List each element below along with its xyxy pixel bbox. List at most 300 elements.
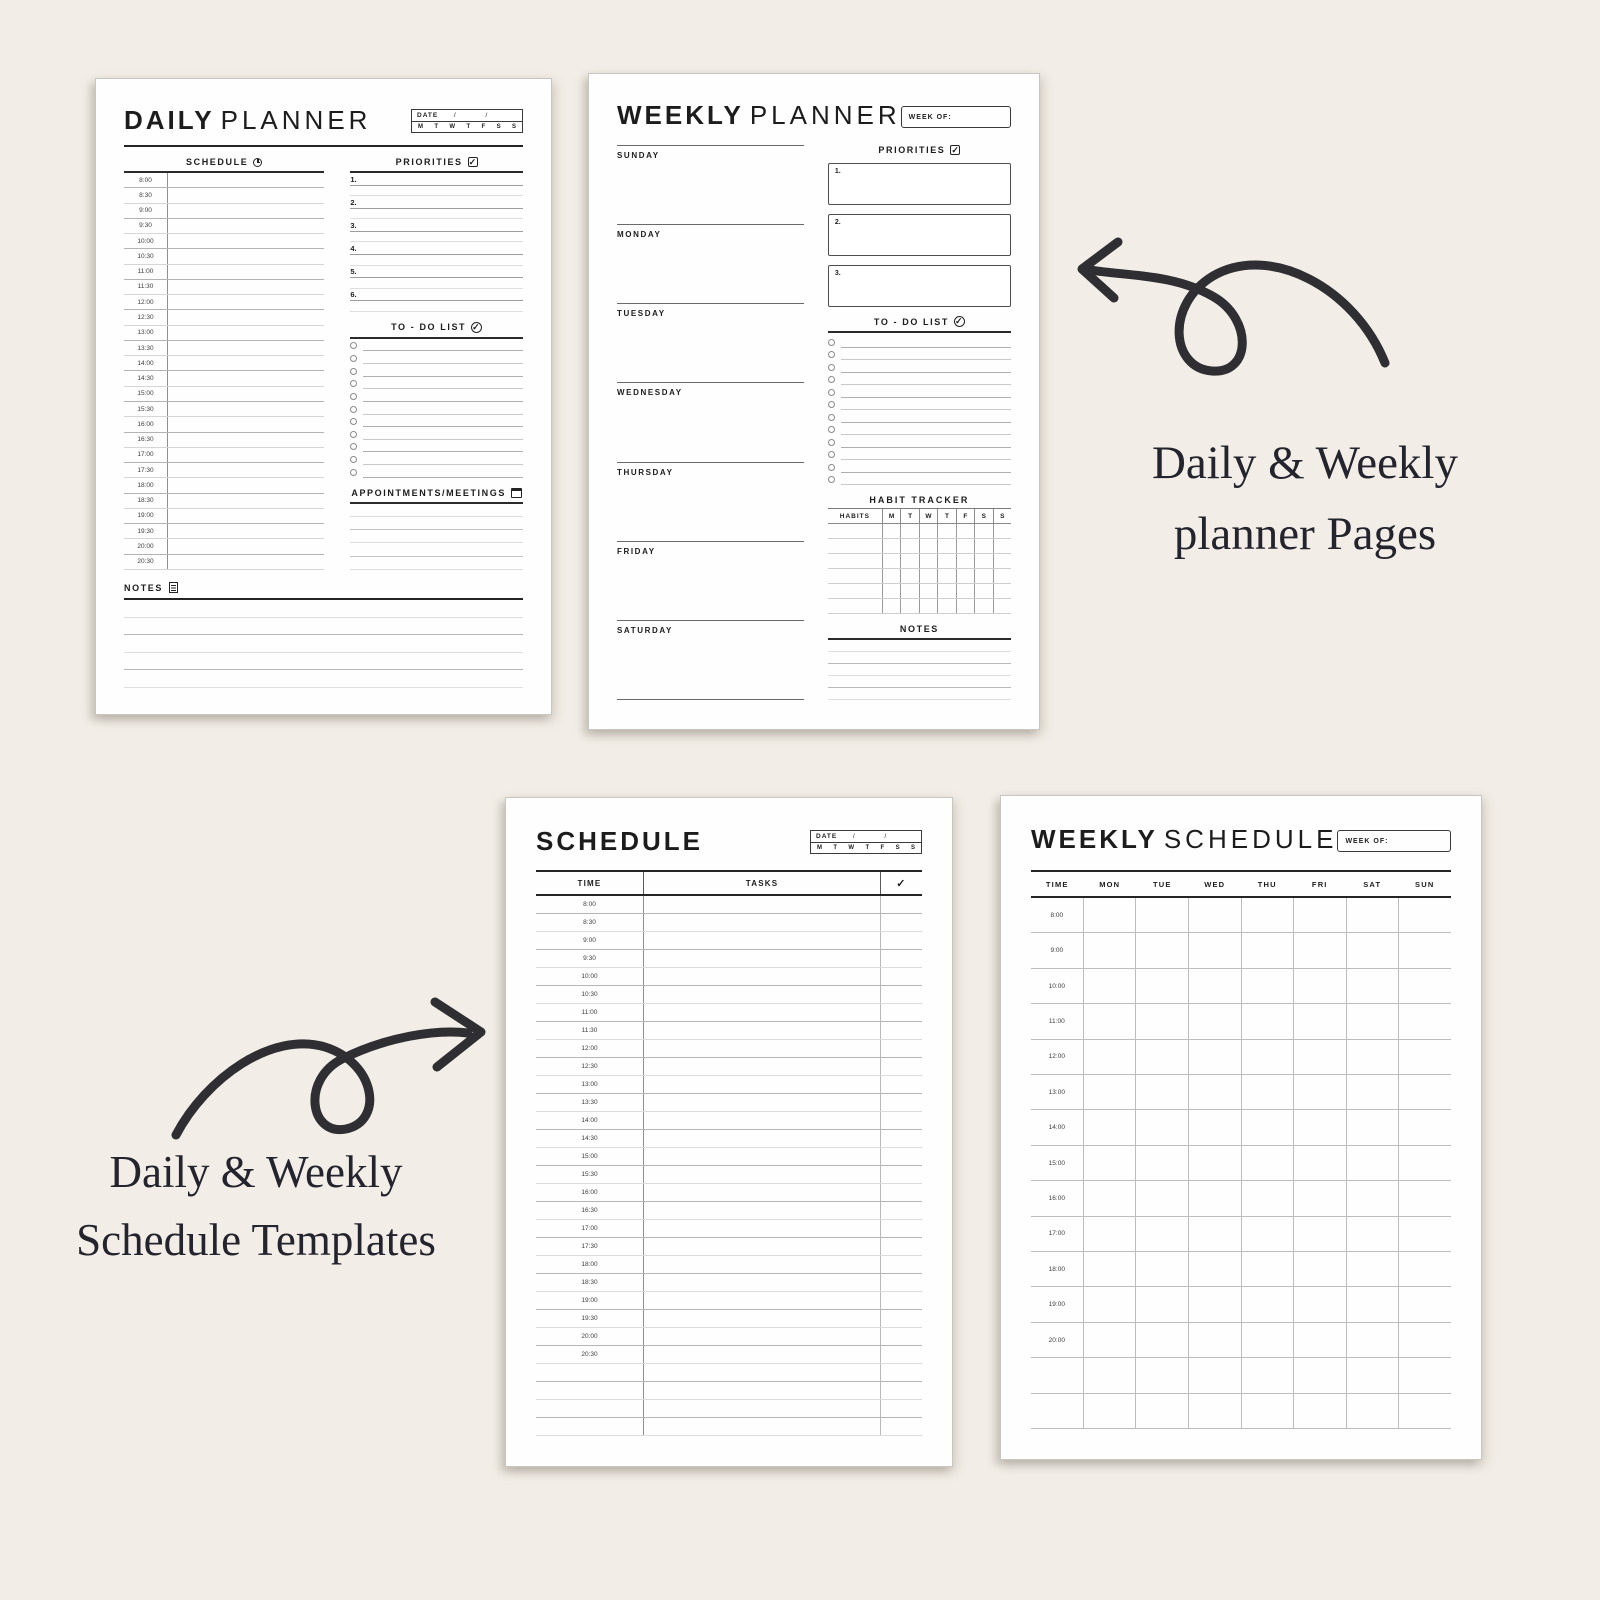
day-cell xyxy=(1083,1323,1136,1357)
date-box xyxy=(411,109,523,133)
time-label: 10:30 xyxy=(536,986,644,1003)
weekday-letter: S xyxy=(910,845,915,851)
notes-label: NOTES xyxy=(124,582,164,593)
day-cell xyxy=(1346,933,1399,967)
time-label xyxy=(536,1418,644,1435)
todo-label: TO - DO LIST xyxy=(391,322,467,333)
schedule-row xyxy=(536,1418,922,1436)
check-cell xyxy=(880,932,922,949)
priorities-section-header xyxy=(828,145,1011,159)
weekly-schedule-row xyxy=(1031,933,1451,968)
schedule-row xyxy=(124,417,324,432)
day-cell xyxy=(1083,1004,1136,1038)
notes-section xyxy=(124,582,523,688)
day-cell xyxy=(1135,1287,1188,1321)
todo-bullet-circle xyxy=(350,380,357,387)
check-cell xyxy=(880,1382,922,1399)
schedule-section-header xyxy=(124,157,324,173)
time-label: 15:00 xyxy=(1048,1159,1065,1167)
todo-row xyxy=(828,385,1011,398)
weekday-strip xyxy=(811,843,921,853)
day-cell xyxy=(1083,1146,1136,1180)
check-cell xyxy=(880,914,922,931)
schedule-row xyxy=(536,1040,922,1058)
time-label: 10:00 xyxy=(124,234,168,248)
schedule-row xyxy=(536,1238,922,1256)
day-cell xyxy=(1293,1217,1346,1251)
task-cell xyxy=(644,1094,880,1111)
schedule-row xyxy=(536,1130,922,1148)
week-days-column xyxy=(617,145,804,700)
schedule-row xyxy=(124,387,324,402)
schedule-row xyxy=(124,265,324,280)
priority-item xyxy=(350,173,523,196)
todo-bullet-circle xyxy=(350,418,357,425)
day-section: SATURDAY xyxy=(617,620,804,699)
habit-day-t2: T xyxy=(937,509,955,523)
ruled-line xyxy=(350,301,523,312)
habit-day-w: W xyxy=(919,509,937,523)
weekly-schedule-row xyxy=(1031,1217,1451,1252)
habits-column-label: HABITS xyxy=(839,512,870,520)
time-label: 13:00 xyxy=(124,326,168,340)
weekly-schedule-row xyxy=(1031,1040,1451,1075)
todo-bullet-circle xyxy=(828,476,835,483)
notes-lines xyxy=(828,640,1011,700)
habit-cell xyxy=(956,599,974,613)
day-cell xyxy=(1398,1287,1451,1321)
day-cell xyxy=(1135,1358,1188,1392)
day-cell xyxy=(1188,1075,1241,1109)
schedule-row xyxy=(124,219,324,234)
day-cell xyxy=(1241,1146,1294,1180)
checkbox-check-icon xyxy=(950,145,960,155)
day-cell xyxy=(1241,1004,1294,1038)
time-label: 18:30 xyxy=(124,494,168,508)
day-cell xyxy=(1346,1394,1399,1428)
todo-bullet-circle xyxy=(828,339,835,346)
time-label: 19:00 xyxy=(124,509,168,523)
habit-day-t: T xyxy=(900,509,918,523)
task-cell xyxy=(644,986,880,1003)
day-cell xyxy=(1135,1110,1188,1144)
day-column-header: TUE xyxy=(1152,879,1172,889)
weekday-letter: S xyxy=(895,845,900,851)
ruled-line xyxy=(124,670,523,688)
day-section: FRIDAY xyxy=(617,541,804,620)
day-cell xyxy=(1398,1181,1451,1215)
weekly-schedule-row xyxy=(1031,1146,1451,1181)
day-column-header: MON xyxy=(1099,879,1121,889)
day-cell xyxy=(1398,1358,1451,1392)
day-cell xyxy=(1293,1075,1346,1109)
habit-cell xyxy=(882,554,900,568)
time-label: 20:00 xyxy=(536,1328,644,1345)
time-label xyxy=(1031,1358,1083,1392)
day-cell xyxy=(1188,1358,1241,1392)
weekday-letter: W xyxy=(848,845,855,851)
habit-name-cell xyxy=(828,599,882,613)
habit-row xyxy=(828,539,1011,554)
schedule-row xyxy=(536,932,922,950)
schedule-row xyxy=(536,1202,922,1220)
time-label: 19:30 xyxy=(124,524,168,538)
schedule-page xyxy=(505,797,953,1467)
todo-row xyxy=(828,373,1011,386)
daily-planner-page xyxy=(95,78,552,715)
time-label: 9:30 xyxy=(536,950,644,967)
time-label: 12:00 xyxy=(124,295,168,309)
time-label: 20:30 xyxy=(536,1346,644,1363)
todo-bullet-circle xyxy=(828,364,835,371)
schedule-row xyxy=(124,310,324,325)
check-cell xyxy=(880,1364,922,1381)
time-label: 10:00 xyxy=(1048,982,1065,990)
day-cell xyxy=(1135,1040,1188,1074)
habit-row xyxy=(828,554,1011,569)
habit-cell xyxy=(956,569,974,583)
weekly-schedule-page xyxy=(1000,795,1482,1460)
ruled-line xyxy=(828,676,1011,688)
habit-tracker-body xyxy=(828,524,1011,614)
schedule-row xyxy=(536,1022,922,1040)
todo-row xyxy=(350,389,523,402)
day-cell xyxy=(1241,1217,1294,1251)
day-cell xyxy=(1398,1323,1451,1357)
day-column-header: THU xyxy=(1257,879,1277,889)
day-cell xyxy=(1083,898,1136,932)
schedule-row xyxy=(536,1166,922,1184)
habit-cell xyxy=(900,524,918,538)
time-label: 8:30 xyxy=(124,188,168,202)
day-cell xyxy=(1346,1181,1399,1215)
check-cell xyxy=(880,1166,922,1183)
task-cell xyxy=(644,1004,880,1021)
weekly-schedule-row xyxy=(1031,1287,1451,1322)
daily-schedule-grid xyxy=(124,173,324,570)
schedule-row xyxy=(536,1004,922,1022)
day-cell xyxy=(1135,1252,1188,1286)
habit-cell xyxy=(919,524,937,538)
day-cell xyxy=(1083,1075,1136,1109)
annotation-planner-pages xyxy=(1075,428,1535,571)
todo-section-header xyxy=(350,322,523,339)
weekday-letter: T xyxy=(434,124,439,130)
schedule-row xyxy=(536,1094,922,1112)
schedule-row xyxy=(536,1112,922,1130)
task-cell xyxy=(644,1238,880,1255)
habit-cell xyxy=(919,584,937,598)
weekly-schedule-row xyxy=(1031,1323,1451,1358)
check-cell xyxy=(880,1220,922,1237)
title-word-bold: DAILY xyxy=(124,105,215,135)
ruled-line xyxy=(124,618,523,636)
check-cell xyxy=(880,1058,922,1075)
week-of-label: WEEK OF: xyxy=(908,113,952,121)
habit-name-cell xyxy=(828,554,882,568)
annotation-line: planner Pages xyxy=(1173,508,1437,561)
day-cell xyxy=(1083,933,1136,967)
check-cell xyxy=(880,986,922,1003)
habit-cell xyxy=(937,584,955,598)
day-column-header: FRI xyxy=(1311,879,1328,889)
day-cell xyxy=(1135,969,1188,1003)
time-label: 9:00 xyxy=(536,932,644,949)
appointments-lines xyxy=(350,504,523,570)
schedule-row xyxy=(124,433,324,448)
day-cell xyxy=(1083,1110,1136,1144)
checkbox-check-icon xyxy=(468,157,478,167)
todo-bullet-circle xyxy=(828,401,835,408)
time-label: 16:00 xyxy=(536,1184,644,1201)
title-word-light: SCHEDULE xyxy=(1163,824,1338,854)
notes-section-header xyxy=(828,624,1011,640)
day-cell xyxy=(1293,898,1346,932)
habit-cell xyxy=(882,584,900,598)
circle-check-icon xyxy=(471,322,482,333)
habit-cell xyxy=(900,584,918,598)
check-cell xyxy=(880,1130,922,1147)
ruled-line xyxy=(350,530,523,543)
day-cell xyxy=(1135,1075,1188,1109)
weekday-letter: T xyxy=(833,845,838,851)
time-label: 10:00 xyxy=(536,968,644,985)
day-section: SUNDAY xyxy=(617,145,804,224)
time-label: 8:30 xyxy=(536,914,644,931)
todo-row xyxy=(828,348,1011,361)
time-label: 11:00 xyxy=(536,1004,644,1021)
date-label: DATE xyxy=(417,112,439,119)
habit-name-cell xyxy=(828,539,882,553)
check-cell xyxy=(880,1346,922,1363)
weekday-letter: F xyxy=(481,124,486,130)
priority-number: 4. xyxy=(350,242,523,255)
day-cell xyxy=(1293,969,1346,1003)
habit-row xyxy=(828,599,1011,614)
priority-item xyxy=(350,266,523,289)
check-cell xyxy=(880,1202,922,1219)
schedule-row xyxy=(124,494,324,509)
day-cell xyxy=(1398,1040,1451,1074)
clock-icon xyxy=(253,158,262,167)
title-word-bold: WEEKLY xyxy=(1031,824,1158,854)
title-word-bold: WEEKLY xyxy=(617,100,744,130)
day-column-header: SUN xyxy=(1415,879,1435,889)
day-cell xyxy=(1398,1004,1451,1038)
time-label: 13:00 xyxy=(1048,1088,1065,1096)
day-cell xyxy=(1346,898,1399,932)
time-column-header: TIME xyxy=(536,872,644,894)
habit-cell xyxy=(882,524,900,538)
habit-cell xyxy=(937,599,955,613)
schedule-row xyxy=(536,986,922,1004)
day-cell xyxy=(1346,1146,1399,1180)
time-label: 18:00 xyxy=(1048,1265,1065,1273)
task-cell xyxy=(644,950,880,967)
schedule-row xyxy=(124,234,324,249)
time-label: 14:00 xyxy=(1048,1124,1065,1132)
todo-bullet-circle xyxy=(828,414,835,421)
weekly-schedule-row xyxy=(1031,969,1451,1004)
day-cell xyxy=(1083,1358,1136,1392)
ruled-line xyxy=(350,209,523,220)
weekday-letter: T xyxy=(466,124,471,130)
time-label: 11:30 xyxy=(536,1022,644,1039)
todo-row xyxy=(350,415,523,428)
habit-cell xyxy=(993,539,1011,553)
todo-label: TO - DO LIST xyxy=(873,316,949,327)
time-label: 11:00 xyxy=(124,265,168,279)
day-cell xyxy=(1188,1323,1241,1357)
day-cell xyxy=(1241,1252,1294,1286)
habit-name-cell xyxy=(828,584,882,598)
day-section: MONDAY xyxy=(617,224,804,303)
schedule-row xyxy=(536,1400,922,1418)
time-label xyxy=(1031,1394,1083,1428)
day-cell xyxy=(1346,1358,1399,1392)
day-cell xyxy=(1241,1323,1294,1357)
habit-cell xyxy=(974,599,992,613)
habit-cell xyxy=(956,554,974,568)
task-cell xyxy=(644,1112,880,1129)
daily-planner-title xyxy=(124,105,371,136)
day-cell xyxy=(1188,1146,1241,1180)
day-cell xyxy=(1188,969,1241,1003)
notes-section-header xyxy=(124,582,523,600)
time-label: 12:00 xyxy=(1048,1053,1065,1061)
schedule-row xyxy=(536,968,922,986)
schedule-row xyxy=(124,555,324,570)
schedule-row xyxy=(124,188,324,203)
header-divider xyxy=(124,145,523,147)
todo-row xyxy=(828,335,1011,348)
task-cell xyxy=(644,1184,880,1201)
schedule-row xyxy=(536,1184,922,1202)
weekly-schedule-row xyxy=(1031,1252,1451,1287)
check-cell xyxy=(880,1292,922,1309)
todo-row xyxy=(828,460,1011,473)
check-cell xyxy=(880,1076,922,1093)
priority-item xyxy=(350,196,523,219)
day-cell xyxy=(1135,933,1188,967)
check-cell xyxy=(880,1400,922,1417)
habit-cell xyxy=(956,524,974,538)
habit-cell xyxy=(974,524,992,538)
weekly-schedule-header-row xyxy=(1031,872,1451,898)
day-column-header: SAT xyxy=(1363,879,1382,889)
day-cell xyxy=(1293,1394,1346,1428)
weekly-schedule-row xyxy=(1031,1394,1451,1429)
time-label: 18:00 xyxy=(124,478,168,492)
time-label: 20:00 xyxy=(124,539,168,553)
schedule-row xyxy=(536,1310,922,1328)
ruled-line xyxy=(350,517,523,530)
habit-tracker-table xyxy=(828,508,1011,614)
task-cell xyxy=(644,1220,880,1237)
task-cell xyxy=(644,1328,880,1345)
task-cell xyxy=(644,1400,880,1417)
schedule-row xyxy=(536,1328,922,1346)
task-cell xyxy=(644,1256,880,1273)
time-label: 19:30 xyxy=(536,1310,644,1327)
check-cell xyxy=(880,1238,922,1255)
time-label: 12:00 xyxy=(536,1040,644,1057)
habit-row xyxy=(828,524,1011,539)
day-cell xyxy=(1083,1181,1136,1215)
habit-cell xyxy=(919,599,937,613)
todo-row xyxy=(350,351,523,364)
weekday-letter: S xyxy=(496,124,501,130)
todo-section-header xyxy=(828,316,1011,333)
time-label: 8:00 xyxy=(1050,911,1064,919)
todo-bullet-circle xyxy=(828,464,835,471)
todo-bullet-circle xyxy=(350,469,357,476)
schedule-section-label: SCHEDULE xyxy=(186,157,249,167)
weekly-schedule-title xyxy=(1031,824,1337,855)
todo-bullet-circle xyxy=(828,351,835,358)
day-cell xyxy=(1188,1040,1241,1074)
todo-row xyxy=(350,427,523,440)
weekly-schedule-row xyxy=(1031,1075,1451,1110)
day-cell xyxy=(1135,1394,1188,1428)
time-label: 8:00 xyxy=(536,896,644,913)
habit-tracker-head-row xyxy=(828,509,1011,524)
ruled-line xyxy=(350,543,523,556)
weekday-letter: M xyxy=(418,124,423,130)
date-slashes: / / xyxy=(453,112,502,119)
schedule-row xyxy=(536,1076,922,1094)
habit-row xyxy=(828,569,1011,584)
time-label: 9:00 xyxy=(124,204,168,218)
day-cell xyxy=(1241,1040,1294,1074)
time-label: 16:30 xyxy=(536,1202,644,1219)
day-cell xyxy=(1293,1040,1346,1074)
todo-row xyxy=(828,448,1011,461)
task-cell xyxy=(644,1148,880,1165)
todo-bullet-circle xyxy=(828,389,835,396)
todo-bullet-circle xyxy=(350,443,357,450)
check-cell xyxy=(880,1094,922,1111)
day-cell xyxy=(1293,1181,1346,1215)
schedule-row xyxy=(536,1382,922,1400)
note-page-icon xyxy=(169,582,178,593)
ruled-line xyxy=(350,186,523,197)
schedule-row xyxy=(536,1274,922,1292)
priority-number: 6. xyxy=(350,289,523,302)
habit-cell xyxy=(974,569,992,583)
task-cell xyxy=(644,1364,880,1381)
weekday-letter: T xyxy=(865,845,870,851)
day-cell xyxy=(1188,1394,1241,1428)
schedule-row xyxy=(536,1364,922,1382)
day-cell xyxy=(1135,1181,1188,1215)
schedule-row xyxy=(124,448,324,463)
day-cell xyxy=(1293,1358,1346,1392)
time-label: 20:00 xyxy=(1048,1336,1065,1344)
check-cell xyxy=(880,1418,922,1435)
priority-box: 1. xyxy=(828,163,1011,205)
time-label: 15:30 xyxy=(536,1166,644,1183)
weekly-schedule-body xyxy=(1031,898,1451,1429)
day-cell xyxy=(1398,1252,1451,1286)
habit-cell xyxy=(993,554,1011,568)
habit-day-m: M xyxy=(882,509,900,523)
schedule-row xyxy=(124,280,324,295)
priority-box: 3. xyxy=(828,265,1011,307)
check-cell xyxy=(880,1040,922,1057)
todo-row xyxy=(350,440,523,453)
day-cell xyxy=(1398,1110,1451,1144)
